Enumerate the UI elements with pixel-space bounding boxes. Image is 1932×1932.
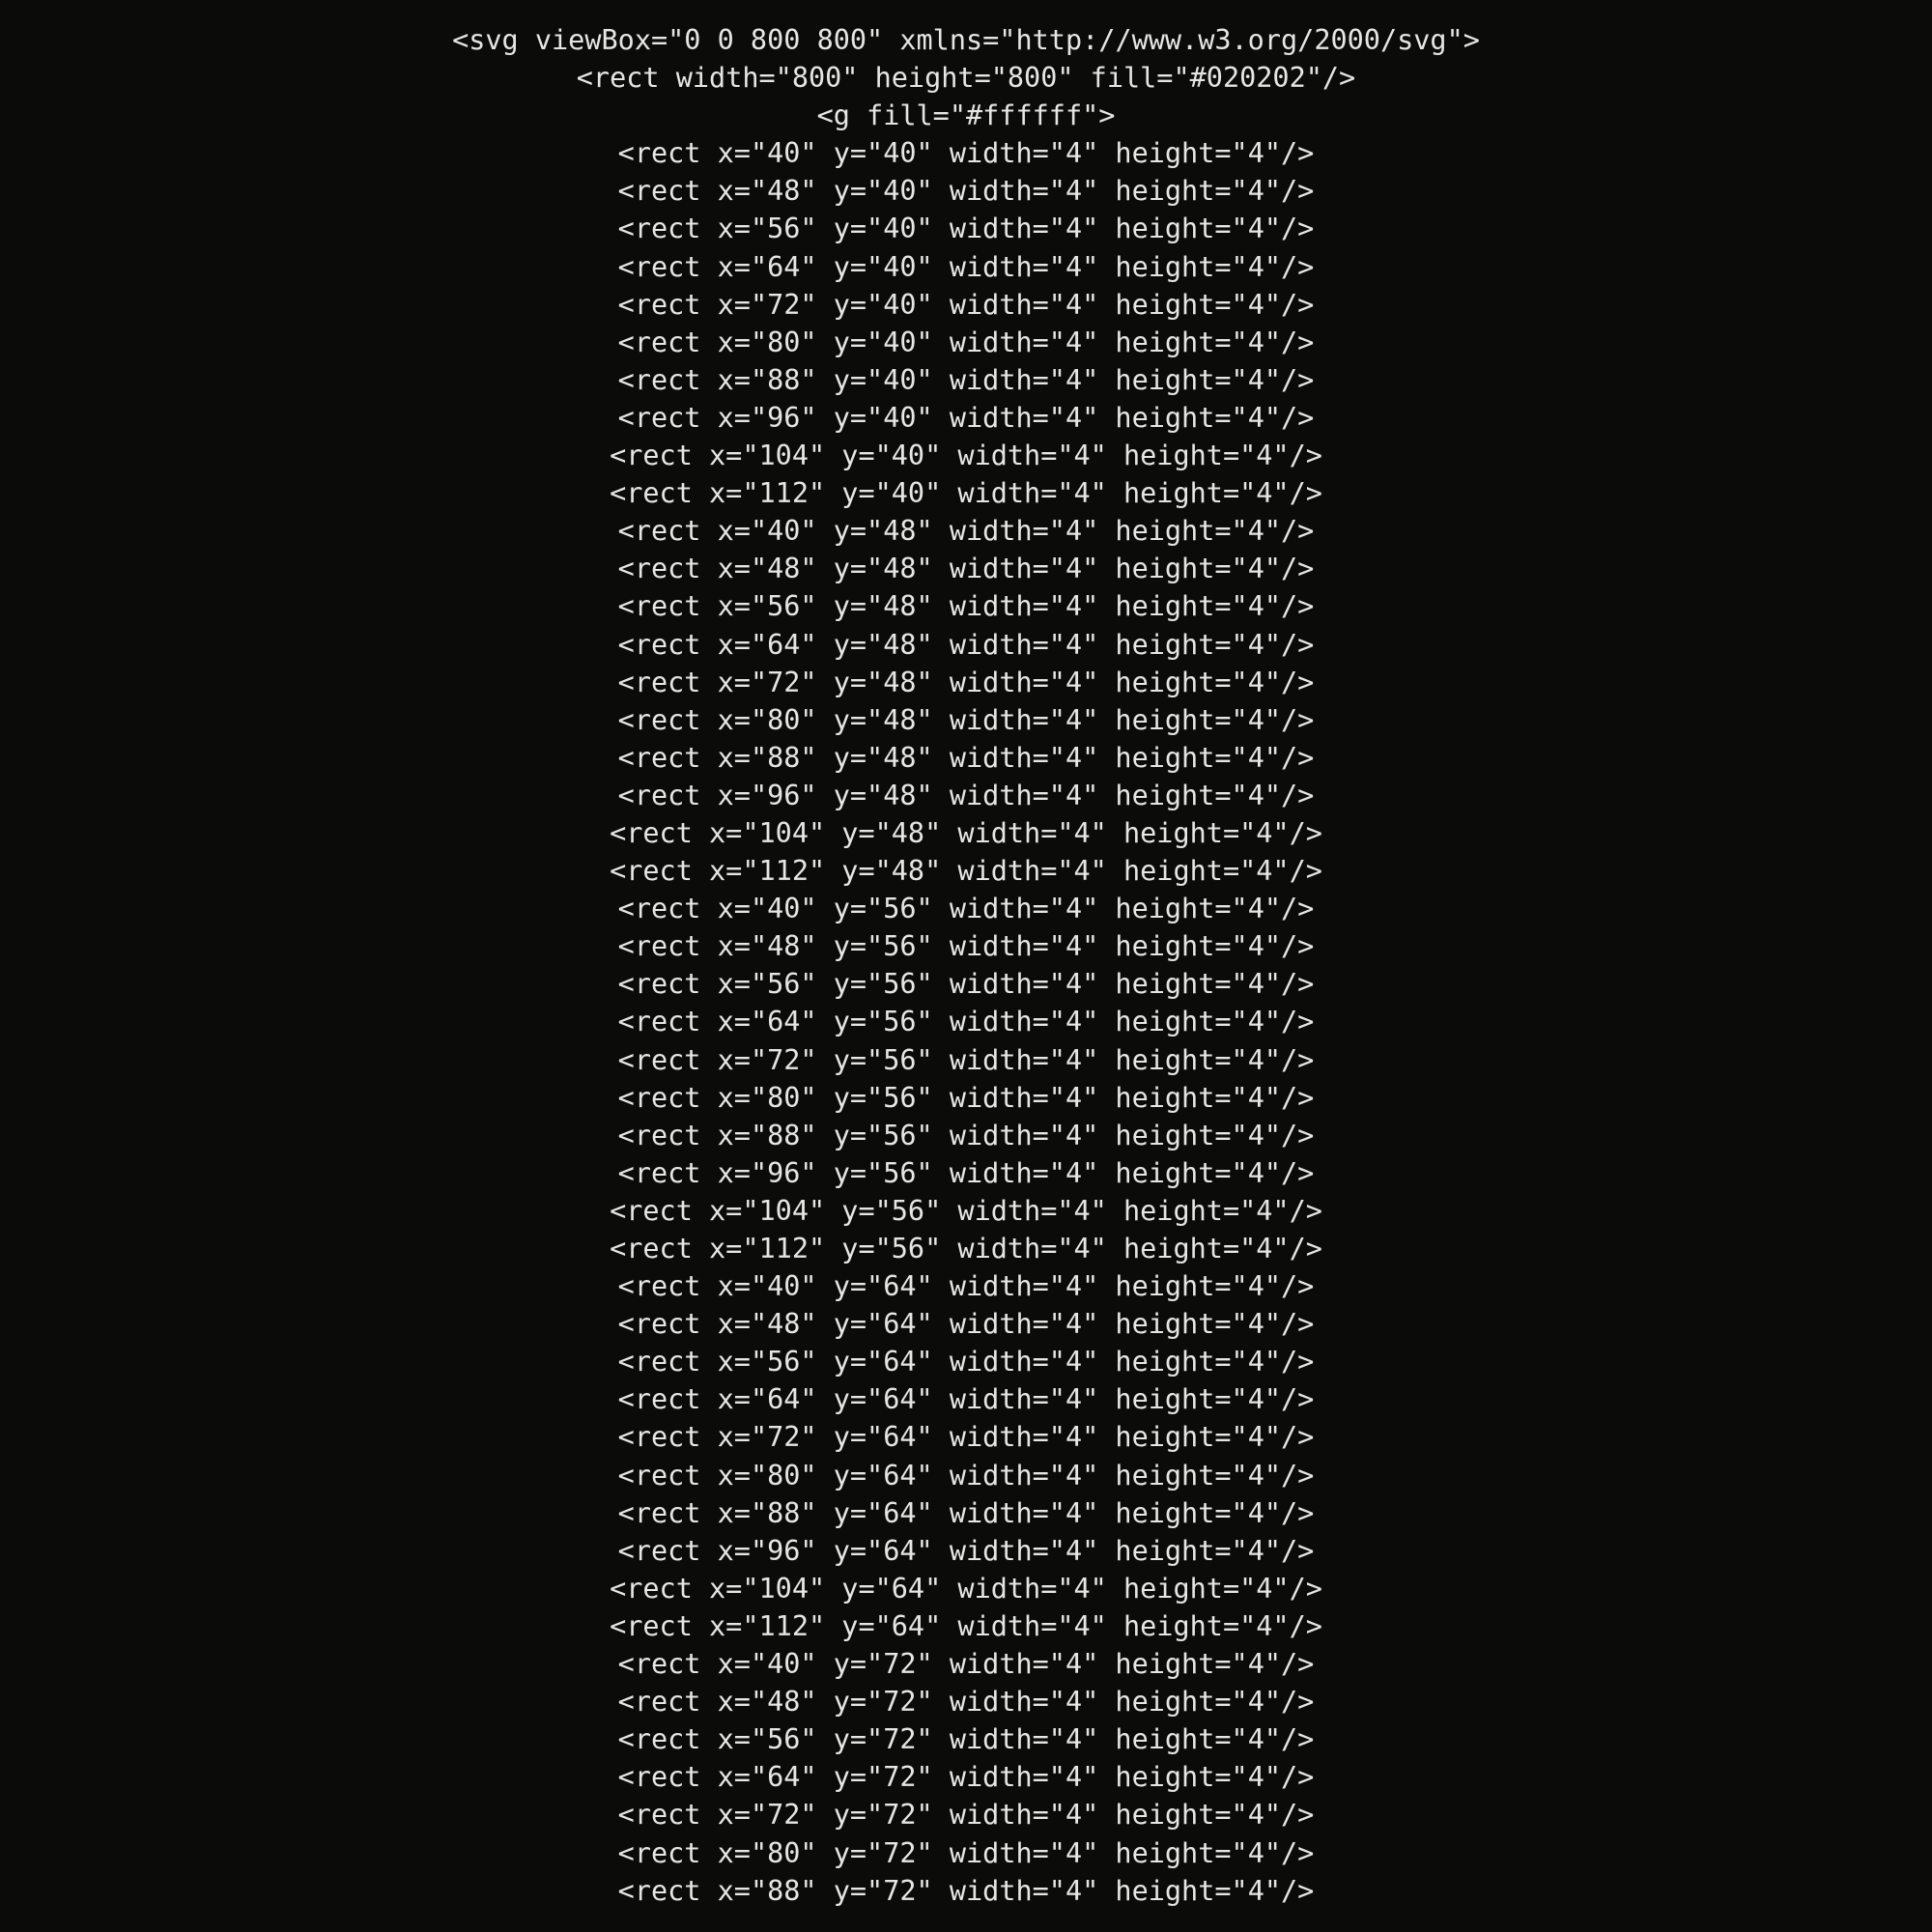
code-line: <rect x="64" y="64" width="4" height="4"/> (617, 1383, 1315, 1416)
code-line: <rect x="96" y="48" width="4" height="4"/> (617, 779, 1315, 811)
code-line: <rect x="40" y="64" width="4" height="4"/> (617, 1270, 1315, 1303)
code-line: <rect x="96" y="40" width="4" height="4"/> (617, 401, 1315, 434)
code-line: <rect x="56" y="56" width="4" height="4"/> (617, 968, 1315, 1001)
code-line: <rect x="104" y="64" width="4" height="4"/> (610, 1572, 1322, 1605)
code-line: <rect x="88" y="48" width="4" height="4"/> (617, 741, 1315, 774)
code-line: <rect x="64" y="40" width="4" height="4"/> (617, 250, 1315, 283)
code-line: <rect x="40" y="72" width="4" height="4"/> (617, 1648, 1315, 1681)
code-line: <g fill="#ffffff"> (816, 99, 1116, 132)
code-line: <rect x="88" y="64" width="4" height="4"/> (617, 1496, 1315, 1529)
code-line: <svg viewBox="0 0 800 800" xmlns="http://www.w3.org/2000/svg"> (452, 24, 1480, 56)
code-line: <rect x="48" y="48" width="4" height="4"/> (617, 553, 1315, 585)
code-line: <rect x="104" y="56" width="4" height="4"/> (610, 1194, 1322, 1227)
code-line: <rect x="80" y="64" width="4" height="4"/> (617, 1459, 1315, 1492)
code-line: <rect x="112" y="48" width="4" height="4"/> (610, 855, 1322, 888)
code-line: <rect x="112" y="56" width="4" height="4"/> (610, 1233, 1322, 1264)
code-line: <rect x="88" y="72" width="4" height="4"/> (617, 1874, 1315, 1907)
code-line: <rect x="72" y="56" width="4" height="4"/> (617, 1043, 1315, 1076)
code-line: <rect x="56" y="64" width="4" height="4"/> (617, 1346, 1315, 1378)
code-line: <rect x="72" y="40" width="4" height="4"/> (617, 288, 1315, 321)
code-line: <rect x="80" y="48" width="4" height="4"/> (617, 703, 1315, 736)
code-line: <rect x="64" y="56" width="4" height="4"/> (617, 1006, 1315, 1038)
code-line: <rect x="56" y="48" width="4" height="4"/> (617, 590, 1315, 623)
code-text-view (0, 21, 1932, 1932)
code-line: <rect x="40" y="48" width="4" height="4"/> (617, 515, 1315, 548)
code-line: <rect x="48" y="40" width="4" height="4"/> (617, 175, 1315, 208)
code-line: <rect x="40" y="40" width="4" height="4"/> (617, 137, 1315, 170)
code-line: <rect x="48" y="56" width="4" height="4"/> (617, 930, 1315, 963)
code-line: <rect x="48" y="64" width="4" height="4"/> (617, 1308, 1315, 1341)
code-line: <rect x="64" y="48" width="4" height="4"/> (617, 628, 1315, 661)
code-line: <rect x="80" y="40" width="4" height="4"/> (617, 326, 1315, 358)
code-line: <rect x="96" y="64" width="4" height="4"/> (617, 1534, 1315, 1567)
code-line: <rect x="112" y="40" width="4" height="4"/> (610, 477, 1322, 510)
code-line: <rect x="48" y="72" width="4" height="4"/> (617, 1686, 1315, 1719)
code-line: <rect width="800" height="800" fill="#020202"/> (576, 62, 1356, 95)
code-line: <rect x="56" y="72" width="4" height="4"/> (617, 1723, 1315, 1756)
code-line: <rect x="96" y="56" width="4" height="4"/> (617, 1156, 1315, 1189)
code-line: <rect x="80" y="72" width="4" height="4"/> (617, 1836, 1315, 1869)
code-line: <rect x="72" y="48" width="4" height="4"/> (617, 666, 1315, 698)
code-line: <rect x="72" y="64" width="4" height="4"/> (617, 1421, 1315, 1454)
code-line: <rect x="88" y="40" width="4" height="4"/> (617, 363, 1315, 396)
code-line: <rect x="64" y="72" width="4" height="4"/> (617, 1761, 1315, 1794)
code-line: <rect x="112" y="64" width="4" height="4"/> (610, 1609, 1322, 1642)
code-line: <rect x="104" y="40" width="4" height="4"/> (610, 440, 1322, 472)
code-line: <rect x="40" y="56" width="4" height="4"/> (617, 893, 1315, 925)
code-line: <rect x="88" y="56" width="4" height="4"/> (617, 1119, 1315, 1151)
code-line: <rect x="80" y="56" width="4" height="4"/> (617, 1081, 1315, 1114)
code-line: <rect x="104" y="48" width="4" height="4"/> (610, 816, 1322, 849)
code-line: <rect x="56" y="40" width="4" height="4"/> (617, 213, 1315, 245)
code-line: <rect x="72" y="72" width="4" height="4"/> (617, 1799, 1315, 1832)
